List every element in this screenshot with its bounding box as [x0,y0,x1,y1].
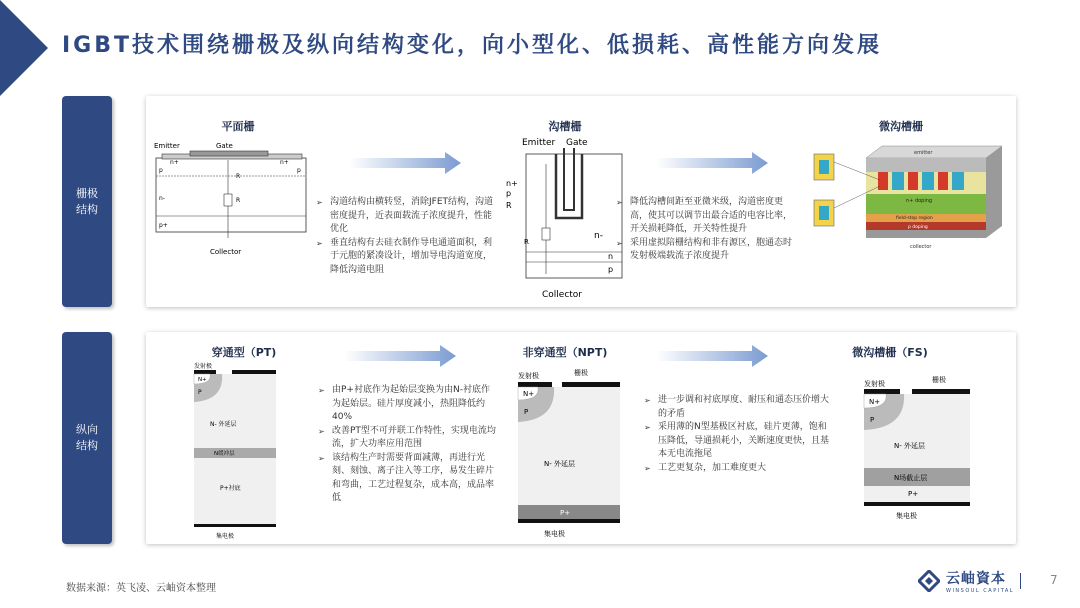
svg-text:p: p [297,167,301,174]
arrow-right-icon [344,345,456,367]
bullet: ➢ 降低沟槽间距至亚微米级，沟道密度更高，使其可以调节出最合适的电容比率，开关损耗降低，开关特性提升 [616,196,796,237]
svg-text:N- 外延层: N- 外延层 [894,442,925,450]
logo-divider [1020,573,1021,589]
column-title-npt: 非穿通型（NPT) [522,346,608,359]
svg-text:N场截止层: N场截止层 [894,474,928,482]
column-title-fs: 微沟槽栅（FS) [852,346,928,359]
svg-text:n-: n- [594,231,603,241]
svg-text:P+: P+ [560,509,571,517]
svg-text:R: R [236,197,241,204]
svg-text:p doping: p doping [908,225,928,230]
svg-text:N+: N+ [523,390,535,398]
svg-text:Collector: Collector [210,248,242,256]
bullet: ➢ 该结构生产时需要背面减薄，再进行光刻、刻蚀、离子注入等工序，易发生碎片和弯曲，工艺过程复杂，成本高，成品率低 [318,452,498,506]
svg-text:发射极: 发射极 [864,380,885,388]
gate-structure-panel [146,96,1016,307]
column-title-planar: 平面栅 [221,120,255,133]
bullet: ➢ 改善PT型不可并联工作特性，实现电流均流，扩大功率应用范围 [318,425,498,452]
svg-text:P: P [198,389,202,396]
svg-text:p: p [506,189,512,198]
row-label-vertical-structure [62,332,112,544]
svg-text:集电极: 集电极 [544,530,565,538]
logo-cn-text: 云岫資本 [946,571,1006,587]
svg-text:栅极: 栅极 [574,369,588,377]
arrow-right-icon [656,345,768,367]
svg-text:集电极: 集电极 [216,533,235,540]
svg-text:n: n [608,252,614,261]
bullet: ➢ 由P+衬底作为起始层变换为由N-衬底作为起始层。硅片厚度减小，热阻降低约40% [318,384,498,425]
data-source-note: 数据来源：英飞凌、云岫资本整理 [66,583,216,594]
row-label-text: 纵向 结构 [76,423,98,452]
svg-text:p: p [608,265,614,274]
bullet: ➢ 沟道结构由横转竖，消除JFET结构，沟道密度提升，近表面载流子浓度提升，性能优化 [316,196,496,237]
bullet: ➢ 工艺更复杂，加工难度更大 [644,462,834,476]
svg-text:N+: N+ [869,398,881,406]
svg-text:field-stop region: field-stop region [896,216,933,221]
svg-text:发射极: 发射极 [194,363,213,370]
pt-structure-diagram [192,360,280,542]
winsoul-logo-icon [918,570,940,592]
page-number: 7 [1050,573,1058,587]
svg-text:R: R [506,201,512,210]
corner-triangle-decoration [0,0,48,96]
column-title-trench: 沟槽栅 [548,120,582,133]
micro-trench-diagram [810,142,1006,254]
svg-text:n+ doping: n+ doping [906,198,933,204]
row-label-text: 栅极 结构 [76,186,98,216]
svg-text:n+: n+ [506,179,518,188]
svg-text:P: P [870,416,875,424]
planar-to-trench-bullets [316,196,496,277]
planar-gate-diagram [152,138,310,258]
pt-to-npt-bullets [318,384,498,506]
npt-to-fs-bullets [644,394,834,475]
svg-text:栅极: 栅极 [932,376,946,384]
svg-text:Emitter: Emitter [522,138,556,148]
logo-en-text: WINSOUL CAPITAL [946,588,1015,594]
svg-text:emitter: emitter [914,150,933,156]
svg-text:Gate: Gate [566,138,588,148]
trench-to-micro-bullets [616,196,796,264]
bullet: ➢ 垂直结构有去硅衣制作导电通道面积，利于元胞的紧凑设计，增加导电沟道宽度，降低沟道电阻 [316,237,496,278]
svg-text:N缓冲层: N缓冲层 [214,451,235,457]
svg-text:P+衬底: P+衬底 [220,485,241,492]
svg-text:p: p [159,167,163,174]
column-title-micro-trench: 微沟槽栅 [879,120,923,133]
svg-text:Emitter: Emitter [154,142,180,150]
svg-text:n+: n+ [280,159,289,166]
trench-gate-diagram [504,134,624,304]
row-label-gate-structure [62,96,112,307]
column-title-pt: 穿通型（PT) [211,346,277,359]
svg-text:R: R [236,173,241,180]
svg-text:N- 外延层: N- 外延层 [544,460,575,468]
svg-text:n-: n- [159,195,165,202]
svg-text:R: R [524,238,529,246]
svg-text:P+: P+ [908,490,919,498]
company-logo [918,568,1021,594]
svg-text:N- 外延层: N- 外延层 [210,421,237,428]
svg-text:Collector: Collector [542,290,583,300]
svg-text:发射极: 发射极 [518,372,539,380]
arrow-right-icon [656,152,768,174]
arrow-right-icon [349,152,461,174]
svg-text:n+: n+ [170,159,179,166]
svg-text:p+: p+ [159,222,168,229]
svg-text:N+: N+ [198,377,207,383]
svg-text:集电极: 集电极 [896,512,917,520]
page-title: IGBT技术围绕栅极及纵向结构变化，向小型化、低损耗、高性能方向发展 [62,33,883,58]
svg-text:P: P [524,408,529,416]
svg-text:Gate: Gate [216,142,233,150]
npt-structure-diagram [514,368,624,540]
vertical-structure-panel [146,332,1016,544]
bullet: ➢ 采用虚拟陪栅结构和非有源区，胞通态时发射极端载流子浓度提升 [616,237,796,264]
fs-structure-diagram [860,372,974,522]
svg-text:collector: collector [910,244,932,250]
bullet: ➢ 进一步调和衬底厚度、耐压和通态压价增大的矛盾 [644,394,834,421]
bullet: ➢ 采用薄的N型基极区衬底，硅片更薄，饱和压降低，导通损耗小，关断速度更快，且基本无电流拖尾 [644,421,834,462]
